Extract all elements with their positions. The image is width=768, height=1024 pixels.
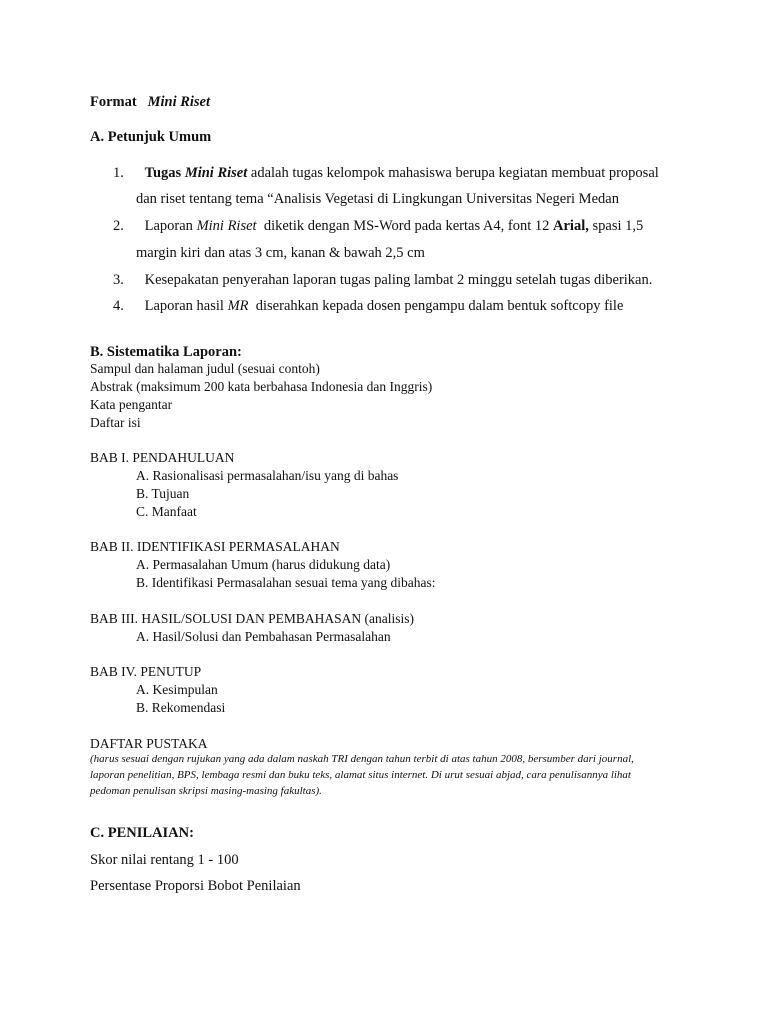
bibliography-note: (harus sesuai dengan rujukan yang ada dalam naskah TRI dengan tahun terbit di atas tahun 2008, bersumber dari journal, laporan penelitian, BPS, lembaga resmi dan buku teks, alamat situs internet. Di urut sesuai abjad, cara penulisannya lihat pedoman penulisan skripsi masing-masing fakultas). [90, 753, 634, 797]
item-text: adalah tugas kelompok mahasiswa berupa kegiatan membuat proposal [250, 165, 659, 181]
section-b-title: B. Sistematika Laporan: [90, 344, 242, 360]
item-text: diserahkan kepada dosen pengampu dalam bentuk softcopy file [255, 298, 624, 314]
chapter-title: DAFTAR PUSTAKA [90, 736, 208, 751]
chapter-title: BAB II. IDENTIFIKASI PERMASALAHAN [90, 539, 340, 554]
list-number: 3. [113, 272, 124, 288]
list-item [113, 272, 652, 289]
score-range-line: Skor nilai rentang 1 - 100 [90, 852, 239, 868]
front-matter-item: Daftar isi [90, 415, 141, 430]
list-item [113, 218, 643, 235]
chapter-subitem: A. Permasalahan Umum (harus didukung data) [136, 557, 391, 572]
chapter-subitem: B. Tujuan [136, 486, 190, 501]
front-matter-item: Abstrak (maksimum 200 kata berbahasa Indonesia dan Inggris) [90, 379, 433, 394]
item-lead: Laporan hasil [144, 298, 224, 314]
item-lead: Laporan [144, 218, 193, 234]
item-emphasis: MR [227, 298, 249, 314]
list-number: 4. [113, 298, 124, 314]
chapter-title: BAB IV. PENUTUP [90, 664, 202, 679]
chapter-subitem: A. Rasionalisasi permasalahan/isu yang di bahas [136, 468, 399, 483]
item-emphasis: Mini Riset [196, 218, 257, 234]
chapter-subitem: A. Kesimpulan [136, 682, 218, 697]
list-item-continuation: margin kiri dan atas 3 cm, kanan & bawah 2,5 cm [136, 245, 425, 261]
section-a-title: A. Petunjuk Umum [90, 129, 212, 145]
chapter-subitem: C. Manfaat [136, 504, 197, 519]
document-title [90, 94, 210, 111]
chapter-title: BAB III. HASIL/SOLUSI DAN PEMBAHASAN (analisis) [90, 611, 414, 626]
list-number: 1. [113, 165, 124, 181]
list-item [113, 165, 659, 182]
item-lead: Tugas [144, 165, 182, 181]
list-number: 2. [113, 218, 124, 234]
front-matter-item: Sampul dan halaman judul (sesuai contoh) [90, 361, 320, 376]
item-emphasis: Mini Riset [184, 165, 248, 181]
list-item [113, 298, 623, 315]
format-title: Mini Riset [147, 94, 211, 110]
weight-proportion-line: Persentase Proporsi Bobot Penilaian [90, 878, 301, 894]
format-word: Format [90, 94, 137, 110]
list-item-continuation: dan riset tentang tema “Analisis Vegetasi di Lingkungan Universitas Negeri Medan [136, 191, 619, 207]
chapter-subitem: B. Identifikasi Permasalahan sesuai tema yang dibahas: [136, 575, 436, 590]
section-c-title: C. PENILAIAN: [90, 825, 194, 841]
item-text: Kesepakatan penyerahan laporan tugas paling lambat 2 minggu setelah tugas diberikan. [144, 272, 653, 288]
chapter-subitem: B. Rekomendasi [136, 700, 226, 715]
front-matter-item: Kata pengantar [90, 397, 173, 412]
chapter-subitem: A. Hasil/Solusi dan Pembahasan Permasalahan [136, 629, 391, 644]
chapter-title: BAB I. PENDAHULUAN [90, 450, 235, 465]
item-text: diketik dengan MS-Word pada kertas A4, font 12 [263, 218, 550, 234]
item-bold: Arial, [553, 218, 589, 234]
item-tail: spasi 1,5 [592, 218, 644, 234]
